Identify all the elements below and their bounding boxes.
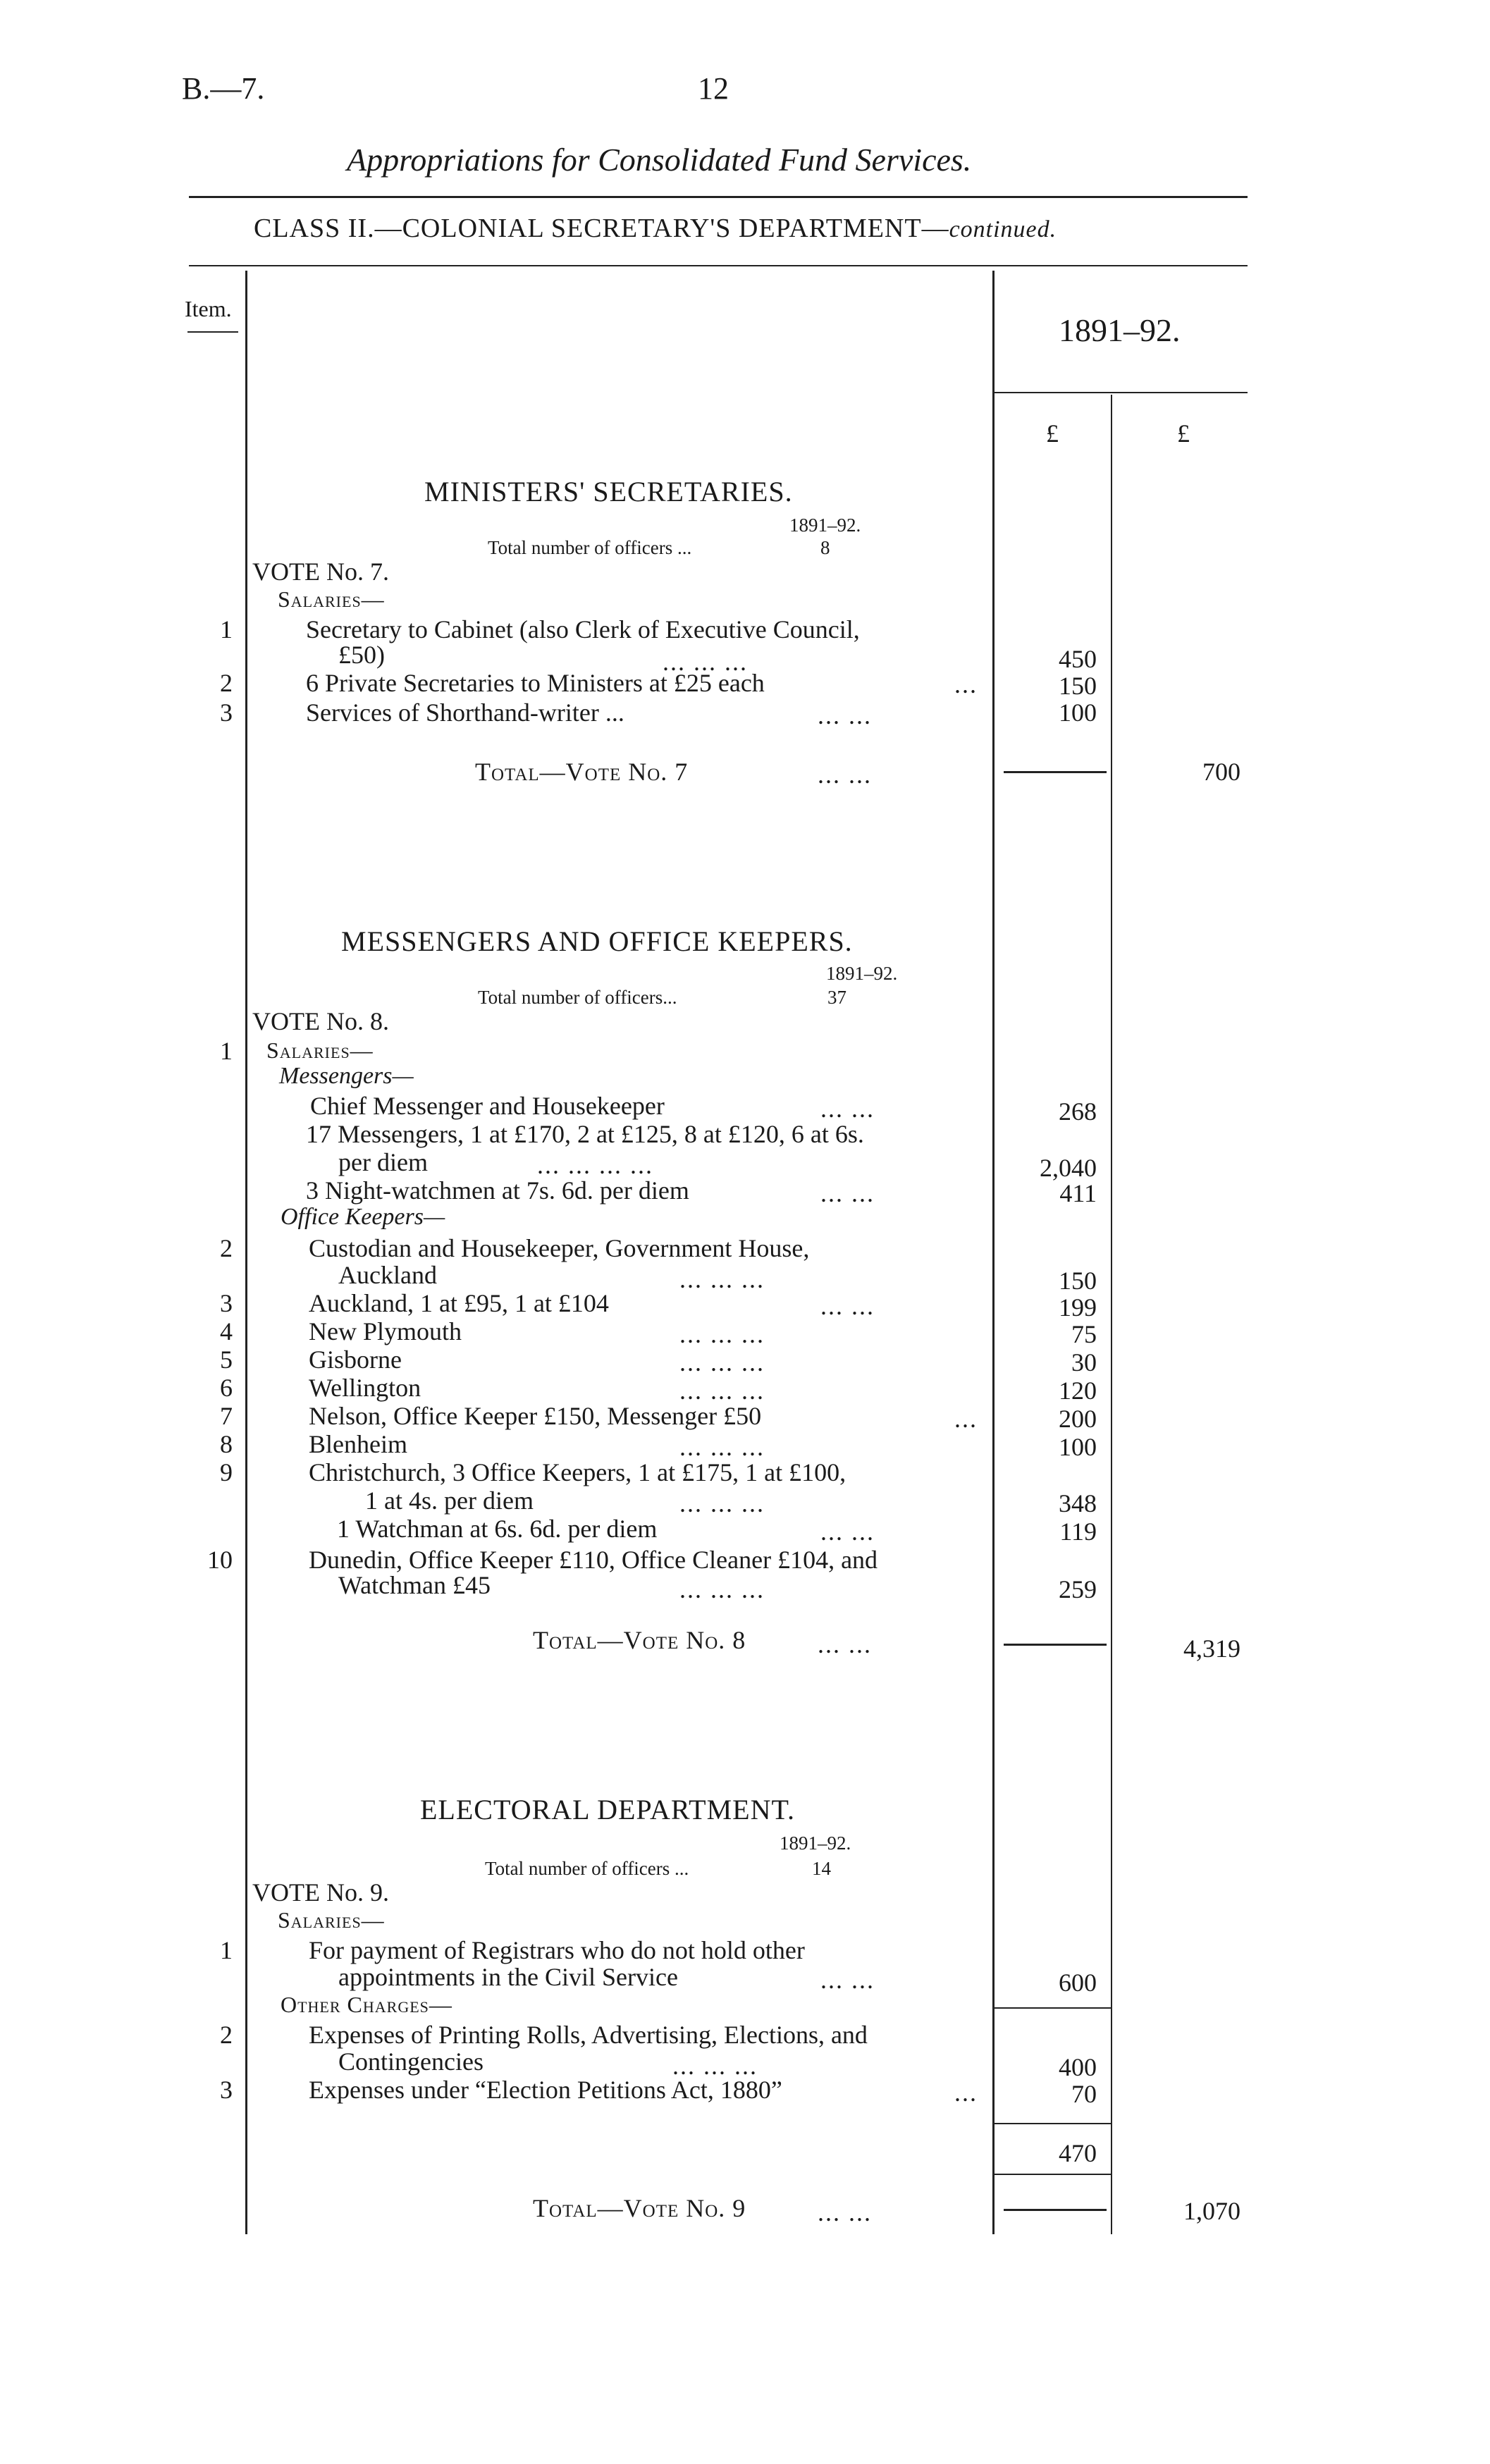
office-keepers-subheading: Office Keepers— [281,1204,445,1230]
line-amount: 70 [1071,2080,1097,2108]
header-rule [189,196,1248,198]
item-number: 10 [207,1546,233,1574]
officers-year-electoral: 1891–92. [780,1832,851,1854]
salaries-label-vote-7: Salaries— [278,586,385,612]
leader-dots: ... ... ... [663,648,748,676]
total-rule-vote-9 [1004,2209,1107,2211]
item-number: 3 [220,1289,233,1317]
line-amount: 30 [1071,1348,1097,1376]
officers-year-messengers: 1891–92. [826,963,898,984]
leader-dots: ... ... ... [679,1348,765,1376]
leader-dots: ... ... [818,701,872,729]
class-rule [189,265,1248,266]
class-title-suffix: continued. [949,216,1057,242]
line-text: 1 at 4s. per diem [365,1486,534,1515]
page-number: 12 [698,71,729,106]
line-text: For payment of Registrars who do not hold other [309,1936,805,1964]
class-title: CLASS II.—COLONIAL SECRETARY'S DEPARTMENT—continued. [254,214,1057,243]
leader-dots: ... ... [818,1630,872,1658]
line-text: Dunedin, Office Keeper £110, Office Cleaner £104, and [309,1546,878,1574]
line-amount: 150 [1059,672,1097,700]
line-amount: 100 [1059,1433,1097,1461]
line-amount: 199 [1059,1293,1097,1322]
vote-heading-9: VOTE No. 9. [252,1878,389,1906]
item-number: 9 [220,1458,233,1486]
officers-label-ministers: Total number of officers ... [488,537,692,558]
line-text: Watchman £45 [338,1571,491,1599]
line-text: 3 Night-watchmen at 7s. 6d. per diem [306,1176,689,1205]
item-number: 3 [220,698,233,727]
line-amount: 400 [1059,2053,1097,2081]
subtotal-rule-salaries [994,2007,1111,2009]
item-column-divider [245,271,247,2234]
item-number: 2 [220,2021,233,2049]
line-amount: 119 [1059,1517,1097,1546]
salaries-label-vote-9: Salaries— [278,1907,385,1933]
section-title-electoral: ELECTORAL DEPARTMENT. [420,1794,795,1825]
line-amount: 2,040 [1040,1154,1097,1182]
leader-dots: ... ... ... [679,1320,765,1348]
line-text: Chief Messenger and Housekeeper [310,1092,665,1120]
leader-dots: ... ... ... [679,1433,765,1461]
item-number: 5 [220,1345,233,1374]
line-text: Services of Shorthand-writer ... [306,698,624,727]
item-number: 1 [220,615,233,643]
item-number: 2 [220,669,233,697]
line-text: Wellington [309,1374,421,1402]
messengers-subheading: Messengers— [279,1063,414,1089]
subtotal-amount: 470 [1059,2139,1097,2167]
leader-dots: ... ... [820,1179,875,1207]
leader-dots: ... ... ... [679,1489,765,1517]
leader-dots: ... ... ... [679,1265,765,1293]
leader-dots: ... ... [820,1966,875,1994]
line-amount: 100 [1059,698,1097,727]
item-number: 6 [220,1374,233,1402]
line-text: Gisborne [309,1345,402,1374]
leader-dots: ... [954,670,978,698]
leader-dots: ... ... [818,760,872,789]
line-amount: 200 [1059,1405,1097,1433]
year-column-header: 1891–92. [1059,312,1181,348]
leader-dots: ... ... ... ... [537,1151,653,1179]
officers-count-ministers: 8 [820,537,830,558]
item-column-label: Item. [185,296,232,321]
line-amount: 268 [1059,1097,1097,1126]
line-text: 6 Private Secretaries to Ministers at £25 each [306,669,765,697]
line-amount: 600 [1059,1969,1097,1997]
currency-symbol-right: £ [1177,419,1190,448]
total-label-vote-7: Total—Vote No. 7 [475,758,689,786]
item-number: 1 [220,1037,233,1065]
line-text: Christchurch, 3 Office Keepers, 1 at £175, 1 at £100, [309,1458,846,1486]
leader-dots: ... ... [820,1517,875,1546]
officers-label-electoral: Total number of officers ... [485,1858,689,1879]
line-text: Blenheim [309,1430,407,1458]
line-amount: 450 [1059,645,1097,673]
amount-column-divider [992,271,995,2234]
total-amount-vote-7: 700 [1202,758,1240,786]
section-title-ministers-secretaries: MINISTERS' SECRETARIES. [424,476,793,507]
vote-heading-8: VOTE No. 8. [252,1007,389,1035]
item-number: 2 [220,1234,233,1262]
line-amount: 411 [1059,1179,1097,1207]
leader-dots: ... ... [820,1292,875,1320]
officers-count-electoral: 14 [812,1858,831,1879]
item-number: 7 [220,1402,233,1430]
total-amount-vote-9: 1,070 [1183,2197,1240,2225]
line-amount: 120 [1059,1376,1097,1405]
leader-dots: ... ... ... [679,1575,765,1603]
page-subtitle: Appropriations for Consolidated Fund Services. [347,142,972,178]
line-text: appointments in the Civil Service [338,1963,678,1991]
leader-dots: ... ... [818,2198,872,2226]
line-text: 1 Watchman at 6s. 6d. per diem [337,1515,658,1543]
line-amount: 150 [1059,1267,1097,1295]
item-number: 4 [220,1317,233,1345]
leader-dots: ... ... ... [679,1376,765,1405]
officers-label-messengers: Total number of officers... [478,987,677,1008]
line-text: New Plymouth [309,1317,462,1345]
total-rule-vote-7 [1004,771,1107,773]
line-amount: 348 [1059,1489,1097,1517]
leader-dots: ... [954,1405,978,1433]
item-number: 3 [220,2076,233,2104]
subtotal-rule-upper [994,2123,1111,2124]
line-text: Custodian and Housekeeper, Government House, [309,1234,810,1262]
line-text: per diem [338,1148,428,1176]
item-label-rule [187,331,238,333]
line-text: £50) [338,641,385,669]
currency-symbol-left: £ [1046,419,1059,448]
line-text: Secretary to Cabinet (also Clerk of Executive Council, [306,615,860,643]
subamount-column-divider [1111,395,1112,2234]
total-rule-vote-8 [1004,1644,1107,1646]
item-number: 8 [220,1430,233,1458]
leader-dots: ... ... ... [672,2052,758,2080]
line-text: Contingencies [338,2047,484,2076]
officers-count-messengers: 37 [827,987,846,1008]
line-text: Expenses of Printing Rolls, Advertising, Elections, and [309,2021,868,2049]
line-text: Nelson, Office Keeper £150, Messenger £50 [309,1402,762,1430]
total-amount-vote-8: 4,319 [1183,1634,1240,1663]
vote-heading-7: VOTE No. 7. [252,558,389,586]
line-text: Auckland [338,1261,437,1289]
line-amount: 259 [1059,1575,1097,1603]
line-text: Expenses under “Election Petitions Act, 1880” [309,2076,782,2104]
line-amount: 75 [1071,1320,1097,1348]
salaries-label-vote-8: Salaries— [266,1037,374,1063]
total-label-vote-9: Total—Vote No. 9 [533,2194,746,2222]
year-header-rule [994,392,1248,393]
total-label-vote-8: Total—Vote No. 8 [533,1626,746,1654]
other-charges-label: Other Charges— [281,1992,452,2017]
section-title-messengers: MESSENGERS AND OFFICE KEEPERS. [341,925,853,957]
line-text: 17 Messengers, 1 at £170, 2 at £125, 8 at £120, 6 at 6s. [306,1120,864,1148]
officers-year-ministers: 1891–92. [789,515,861,536]
subtotal-rule-lower [994,2174,1111,2175]
leader-dots: ... [954,2078,978,2107]
item-number: 1 [220,1936,233,1964]
document-code: B.—7. [182,71,265,106]
leader-dots: ... ... [820,1095,875,1123]
line-text: Auckland, 1 at £95, 1 at £104 [309,1289,609,1317]
